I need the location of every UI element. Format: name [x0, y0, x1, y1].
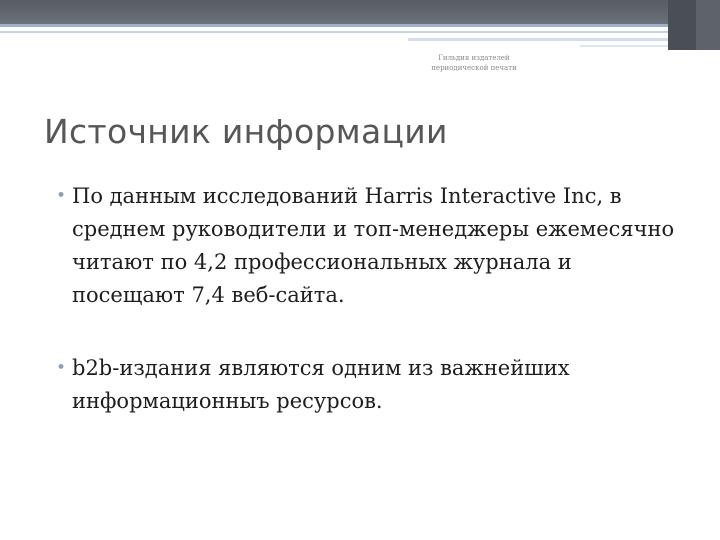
header-note [418, 53, 530, 73]
decorative-rule [0, 24, 668, 27]
bullet-item [56, 180, 676, 312]
bullet-icon: • [56, 358, 67, 378]
header-note-line1: Гильдия издателей [438, 54, 510, 62]
bullet-list [56, 180, 676, 418]
top-bar [0, 0, 720, 24]
slide-title: Источник информации [44, 112, 448, 151]
decorative-rule [0, 31, 668, 33]
top-corner-accent-inner [668, 0, 696, 50]
bullet-item [56, 352, 676, 418]
decorative-rule [408, 38, 668, 41]
bullet-text: b2b-издания являются одним из важнейших информационныъ ресурсов. [72, 356, 570, 413]
bullet-text: По данным исследований Harris Interactive Inc, в среднем руководители и топ-менеджеры ежемесячно читают по 4,2 профессиональных журнала и посещают 7,4 веб-сайта. [72, 184, 675, 307]
header-note-line2: периодической печати [431, 64, 517, 72]
decorative-rule [580, 45, 668, 47]
top-corner-accent [668, 0, 720, 50]
bullet-icon: • [56, 186, 67, 206]
